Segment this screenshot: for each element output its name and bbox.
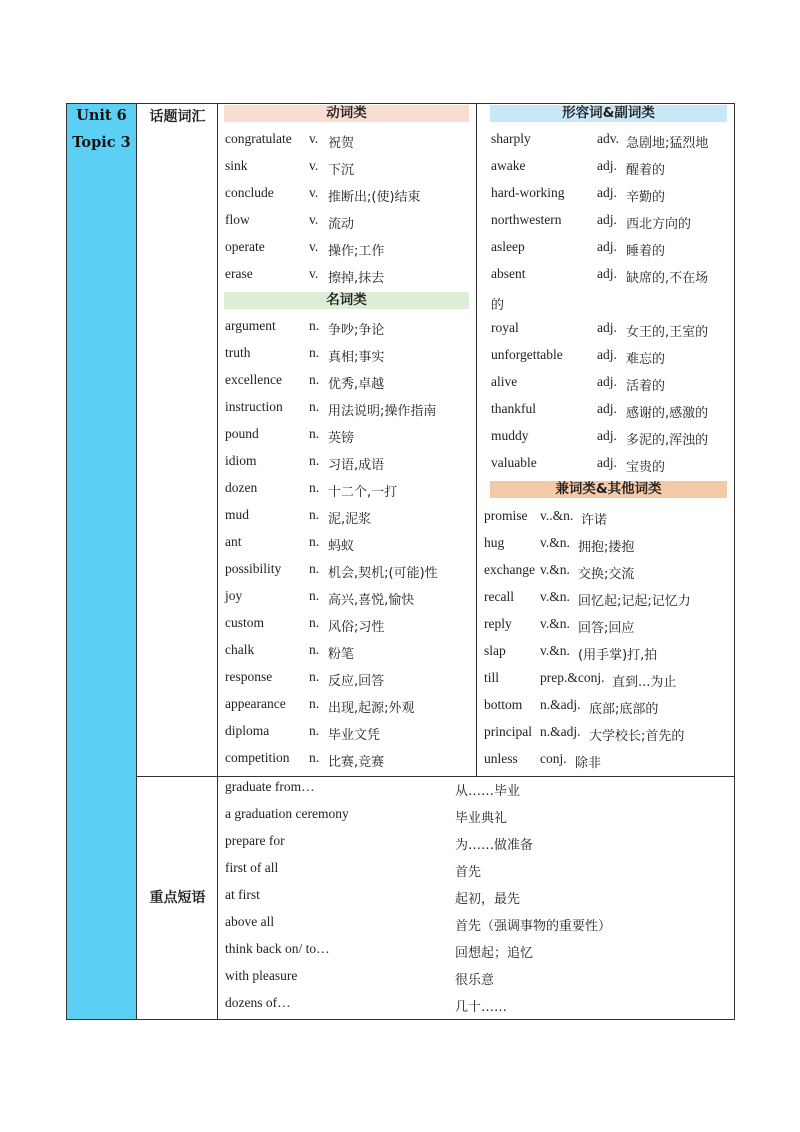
- meaning: 十二个,一打: [328, 485, 398, 500]
- meaning: 习语,成语: [328, 458, 385, 473]
- unit-number: Unit 6: [76, 107, 127, 124]
- part-of-speech: n.&adj.: [540, 724, 581, 739]
- word: pound: [225, 426, 259, 441]
- part-of-speech: n.: [309, 318, 320, 333]
- meaning: 宝贵的: [626, 460, 666, 475]
- vocab-column-divider: [476, 103, 477, 776]
- part-of-speech: v.: [309, 212, 319, 227]
- part-of-speech: adv.: [597, 131, 619, 146]
- phrase-meaning: 几十……: [455, 1000, 508, 1015]
- word: argument: [225, 318, 276, 333]
- word: exchange: [484, 562, 535, 577]
- word: asleep: [491, 239, 525, 254]
- part-of-speech: adj.: [597, 320, 617, 335]
- part-of-speech: v.: [309, 131, 319, 146]
- phrase: first of all: [225, 860, 279, 875]
- part-of-speech: n.: [309, 615, 320, 630]
- part-of-speech: n.: [309, 723, 320, 738]
- part-of-speech: v.&n.: [540, 643, 570, 658]
- topic-vocab-label: 话题词汇: [149, 109, 206, 125]
- part-of-speech: prep.&conj.: [540, 670, 605, 685]
- part-of-speech: n.: [309, 426, 320, 441]
- word: congratulate: [225, 131, 292, 146]
- word: bottom: [484, 697, 523, 712]
- part-of-speech: adj.: [597, 266, 617, 281]
- part-of-speech: v.&n.: [540, 535, 570, 550]
- word: till: [484, 670, 500, 685]
- meaning: 回答;回应: [578, 621, 635, 636]
- meaning: 优秀,卓越: [328, 377, 385, 392]
- meaning: 用法说明;操作指南: [328, 404, 437, 419]
- part-of-speech: n.&adj.: [540, 697, 581, 712]
- part-of-speech: n.: [309, 480, 320, 495]
- table-bottom-border: [66, 1019, 735, 1020]
- phrase-meaning: 首先（强调事物的重要性）: [455, 919, 612, 934]
- part-of-speech: v.: [309, 158, 319, 173]
- word: joy: [225, 588, 243, 603]
- word: chalk: [225, 642, 255, 657]
- meaning: 拥抱;搂抱: [578, 540, 635, 555]
- phrase-meaning: 首先: [455, 865, 482, 880]
- word: truth: [225, 345, 251, 360]
- meaning: 底部;底部的: [589, 702, 659, 717]
- word: recall: [484, 589, 514, 604]
- meaning: 出现,起源;外观: [328, 701, 415, 716]
- part-of-speech: n.: [309, 642, 320, 657]
- phrase: with pleasure: [225, 968, 298, 983]
- part-of-speech: n.: [309, 534, 320, 549]
- phrase: at first: [225, 887, 260, 902]
- part-of-speech: conj.: [540, 751, 567, 766]
- phrase-meaning: 起初，最先: [455, 892, 521, 907]
- phrase: dozens of…: [225, 995, 291, 1010]
- meaning: 英镑: [328, 431, 355, 446]
- word: slap: [484, 643, 506, 658]
- meaning: 真相;事实: [328, 350, 385, 365]
- part-of-speech: adj.: [597, 374, 617, 389]
- part-of-speech: n.: [309, 507, 320, 522]
- word: royal: [491, 320, 519, 335]
- meaning: 交换;交流: [578, 567, 635, 582]
- table-left-border: [66, 103, 67, 1020]
- word: unforgettable: [491, 347, 563, 362]
- word: idiom: [225, 453, 257, 468]
- word: mud: [225, 507, 250, 522]
- topic-number: Topic 3: [72, 134, 131, 151]
- part-of-speech: n.: [309, 453, 320, 468]
- meaning: 粉笔: [328, 647, 355, 662]
- word: principal: [484, 724, 532, 739]
- word: hug: [484, 535, 505, 550]
- word: sink: [225, 158, 248, 173]
- verbs-header: 动词类: [224, 105, 469, 122]
- meaning: 难忘的: [626, 352, 666, 367]
- word: response: [225, 669, 273, 684]
- meaning: 比赛,竞赛: [328, 755, 385, 770]
- meaning: (用手掌)打,拍: [578, 648, 658, 663]
- part-of-speech: n.: [309, 696, 320, 711]
- label-column-divider: [217, 103, 218, 1020]
- part-of-speech: n.: [309, 372, 320, 387]
- meaning: 推断出;(使)结束: [328, 190, 421, 205]
- word: diploma: [225, 723, 270, 738]
- meaning: 西北方向的: [626, 217, 692, 232]
- meaning: 毕业文凭: [328, 728, 381, 743]
- part-of-speech: v.&n.: [540, 562, 570, 577]
- part-of-speech: adj.: [597, 347, 617, 362]
- word: appearance: [225, 696, 286, 711]
- section-divider: [137, 776, 735, 777]
- word: northwestern: [491, 212, 562, 227]
- meaning: 女王的,王室的: [626, 325, 709, 340]
- part-of-speech: v..&n.: [540, 508, 574, 523]
- part-of-speech: adj.: [597, 158, 617, 173]
- key-phrases-label: 重点短语: [149, 890, 206, 906]
- part-of-speech: adj.: [597, 185, 617, 200]
- part-of-speech: adj.: [597, 455, 617, 470]
- meaning: 缺席的,不在场: [626, 271, 709, 286]
- meaning: 辛勤的: [626, 190, 666, 205]
- phrase: above all: [225, 914, 275, 929]
- phrase: think back on/ to…: [225, 941, 330, 956]
- part-of-speech: n.: [309, 750, 320, 765]
- part-of-speech: n.: [309, 588, 320, 603]
- nouns-header: 名词类: [224, 292, 469, 309]
- meaning: 泥,泥浆: [328, 512, 372, 527]
- other-word-classes-header: 兼词类&其他词类: [490, 481, 727, 498]
- part-of-speech: n.: [309, 399, 320, 414]
- phrase-meaning: 从……毕业: [455, 784, 521, 799]
- meaning: 醒着的: [626, 163, 666, 178]
- word: sharply: [491, 131, 531, 146]
- word: flow: [225, 212, 250, 227]
- meaning: 多泥的,浑浊的: [626, 433, 709, 448]
- phrase-meaning: 为……做准备: [455, 838, 534, 853]
- meaning: 擦掉,抹去: [328, 271, 385, 286]
- part-of-speech: adj.: [597, 428, 617, 443]
- meaning: 急剧地;猛烈地: [626, 136, 709, 151]
- word: custom: [225, 615, 264, 630]
- word: instruction: [225, 399, 283, 414]
- word: awake: [491, 158, 526, 173]
- word: reply: [484, 616, 512, 631]
- meaning: 下沉: [328, 163, 355, 178]
- meaning: 感谢的,感激的: [626, 406, 709, 421]
- part-of-speech: v.: [309, 185, 319, 200]
- part-of-speech: adj.: [597, 401, 617, 416]
- phrase: graduate from…: [225, 779, 315, 794]
- meaning: 争吵;争论: [328, 323, 385, 338]
- part-of-speech: v.: [309, 266, 319, 281]
- word: operate: [225, 239, 265, 254]
- part-of-speech: n.: [309, 669, 320, 684]
- part-of-speech: v.&n.: [540, 616, 570, 631]
- phrase-meaning: 很乐意: [455, 973, 495, 988]
- word: conclude: [225, 185, 274, 200]
- word: erase: [225, 266, 253, 281]
- part-of-speech: n.: [309, 561, 320, 576]
- word: thankful: [491, 401, 536, 416]
- phrase: prepare for: [225, 833, 285, 848]
- word: ant: [225, 534, 242, 549]
- word: alive: [491, 374, 518, 389]
- phrase-meaning: 毕业典礼: [455, 811, 508, 826]
- meaning: 操作;工作: [328, 244, 385, 259]
- meaning: 除非: [575, 756, 602, 771]
- part-of-speech: v.: [309, 239, 319, 254]
- word: unless: [484, 751, 518, 766]
- meaning: 直到...为止: [612, 675, 677, 690]
- word: excellence: [225, 372, 282, 387]
- meaning: 活着的: [626, 379, 666, 394]
- part-of-speech: n.: [309, 345, 320, 360]
- table-top-border: [66, 103, 735, 104]
- meaning-continued: 的: [491, 298, 505, 313]
- meaning: 祝贺: [328, 136, 355, 151]
- adjectives-adverbs-header: 形容词&副词类: [490, 105, 727, 122]
- meaning: 机会,契机;(可能)性: [328, 566, 438, 581]
- word: competition: [225, 750, 290, 765]
- word: hard-working: [491, 185, 565, 200]
- meaning: 流动: [328, 217, 355, 232]
- meaning: 反应,回答: [328, 674, 385, 689]
- part-of-speech: v.&n.: [540, 589, 570, 604]
- phrase-meaning: 回想起；追忆: [455, 946, 534, 961]
- table-right-border: [734, 103, 735, 1020]
- word: valuable: [491, 455, 537, 470]
- part-of-speech: adj.: [597, 239, 617, 254]
- meaning: 蚂蚁: [328, 539, 355, 554]
- meaning: 回忆起;记起;记忆力: [578, 594, 691, 609]
- part-of-speech: adj.: [597, 212, 617, 227]
- meaning: 许诺: [581, 513, 608, 528]
- word: promise: [484, 508, 528, 523]
- phrase: a graduation ceremony: [225, 806, 349, 821]
- meaning: 大学校长;首先的: [589, 729, 685, 744]
- word: muddy: [491, 428, 529, 443]
- word: dozen: [225, 480, 258, 495]
- word: possibility: [225, 561, 282, 576]
- meaning: 高兴,喜悦,愉快: [328, 593, 415, 608]
- meaning: 睡着的: [626, 244, 666, 259]
- meaning: 风俗;习性: [328, 620, 385, 635]
- word: absent: [491, 266, 526, 281]
- unit-column: [66, 104, 137, 1020]
